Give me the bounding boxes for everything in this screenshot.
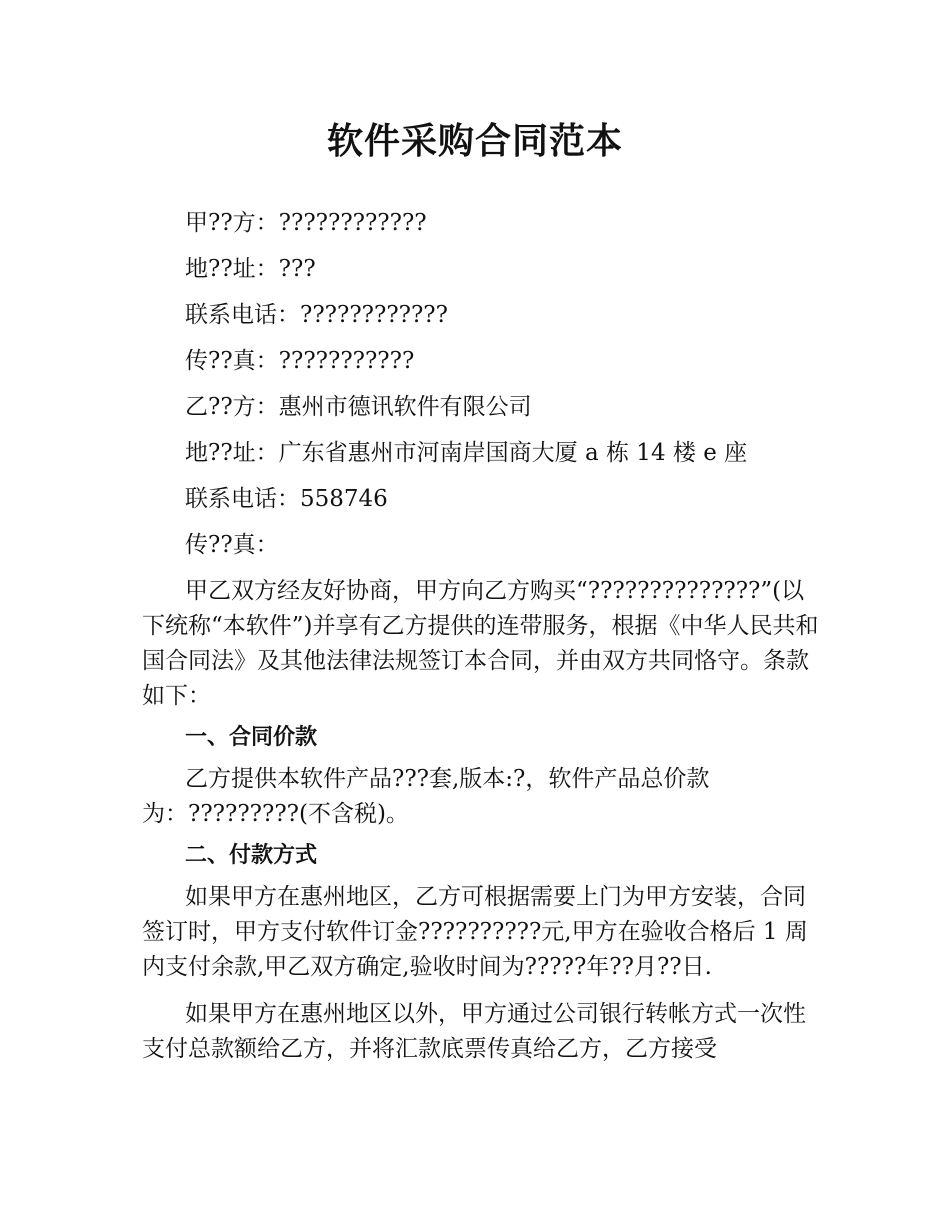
payment-paragraph-remote: 如果甲方在惠州地区以外，甲方通过公司银行转帐方式一次性支付总款额给乙方，并将汇款底票传真给乙方，乙方接受 bbox=[142, 1001, 806, 1062]
intro-paragraph: 甲乙双方经友好协商，甲方向乙方购买“??????????????”(以下统称“本软件”)并享有乙方提供的连带服务，根据《中华人民共和国合同法》及其他法律法规签订本合同，并由双方共同恪守。条款如下： bbox=[142, 578, 819, 709]
document-title: 软件采购合同范本 bbox=[326, 121, 623, 162]
payment-paragraph-local: 如果甲方在惠州地区，乙方可根据需要上门为甲方安装，合同签订时，甲方支付软件订金??????????元,甲方在验收合格后 1 周内支付余款,甲乙双方确定,验收时间为?????年??月??日. bbox=[142, 884, 808, 980]
party-a-address-line: 地??址：??? bbox=[185, 256, 316, 282]
party-b-address-line: 地??址：广东省惠州市河南岸国商大厦 a 栋 14 楼 e 座 bbox=[185, 440, 748, 466]
party-a-name-line: 甲??方：???????????? bbox=[185, 210, 427, 236]
section-heading-price: 一、合同价款 bbox=[185, 725, 318, 750]
paragraph-gap bbox=[142, 985, 822, 997]
party-a-phone-line: 联系电话：???????????? bbox=[185, 302, 448, 328]
price-paragraph: 乙方提供本软件产品???套,版本:?，软件产品总价款为：?????????(不含税)。 bbox=[142, 766, 710, 827]
document-body bbox=[142, 200, 822, 1067]
party-b-phone-line: 联系电话：558746 bbox=[185, 486, 388, 512]
party-b-fax-line: 传??真： bbox=[185, 532, 279, 558]
party-a-fax-line: 传??真：??????????? bbox=[185, 348, 415, 374]
party-b-name-line: 乙??方：惠州市德讯软件有限公司 bbox=[185, 394, 532, 420]
section-heading-payment: 二、付款方式 bbox=[185, 843, 318, 868]
